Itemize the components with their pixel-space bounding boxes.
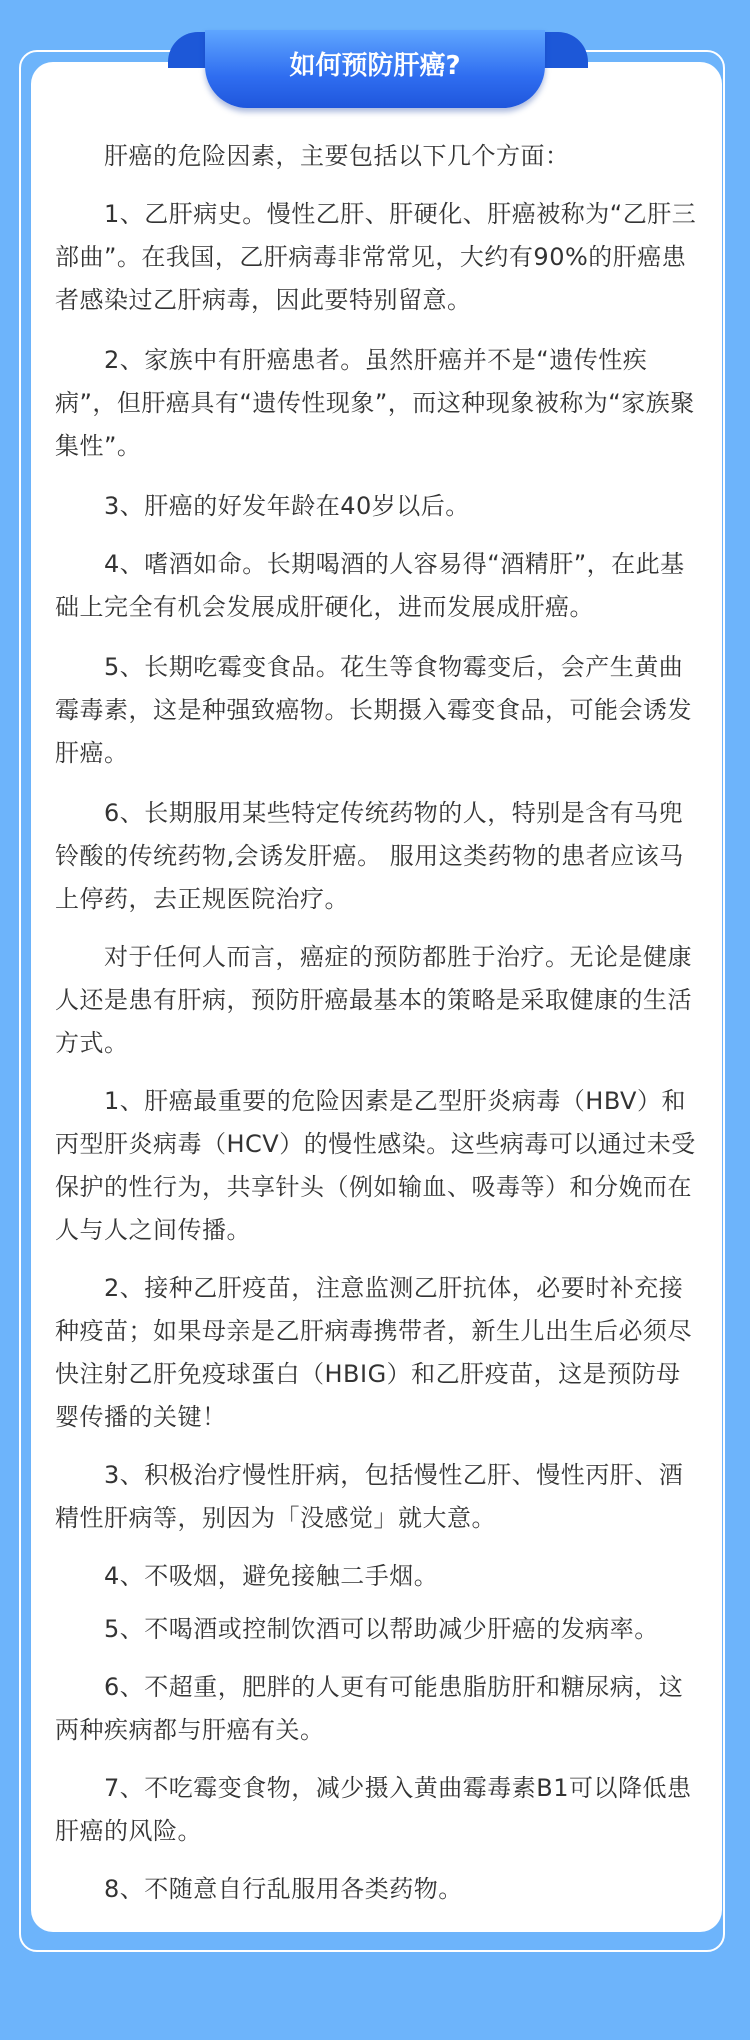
risk-factor-6: 6、长期服用某些特定传统药物的人，特别是含有马兜铃酸的传统药物,会诱发肝癌。 服用这类药物的患者应该马上停药，去正规医院治疗。 — [55, 799, 684, 913]
risk-factor-5: 5、长期吃霉变食品。花生等食物霉变后，会产生黄曲霉毒素，这是种强致癌物。长期摄入霉变食品，可能会诱发肝癌。 — [55, 653, 692, 767]
prevention-5: 5、不喝酒或控制饮酒可以帮助减少肝癌的发病率。 — [55, 1615, 659, 1643]
risk-factor-2: 2、家族中有肝癌患者。虽然肝癌并不是“遗传性疾病”，但肝癌具有“遗传性现象”，而这种现象被称为“家族聚集性”。 — [55, 346, 695, 460]
prevention-4: 4、不吸烟，避免接触二手烟。 — [55, 1562, 439, 1590]
prevention-8: 8、不随意自行乱服用各类药物。 — [55, 1875, 463, 1903]
prevention-6: 6、不超重，肥胖的人更有可能患脂肪肝和糖尿病，这两种疾病都与肝癌有关。 — [55, 1673, 684, 1744]
prevention-1: 1、肝癌最重要的危险因素是乙型肝炎病毒（HBV）和丙型肝炎病毒（HCV）的慢性感染。这些病毒可以通过未受保护的性行为，共享针头（例如输血、吸毒等）和分娩而在人与人之间传播。 — [55, 1087, 696, 1244]
risk-factor-1: 1、乙肝病史。慢性乙肝、肝硬化、肝癌被称为“乙肝三部曲”。在我国，乙肝病毒非常常见，大约有90%的肝癌患者感染过乙肝病毒，因此要特别留意。 — [55, 200, 697, 314]
article-body — [55, 135, 705, 1911]
risk-factor-3: 3、肝癌的好发年龄在40岁以后。 — [55, 492, 470, 520]
prevention-7: 7、不吃霉变食物，减少摄入黄曲霉毒素B1可以降低患肝癌的风险。 — [55, 1774, 692, 1845]
prevention-2: 2、接种乙肝疫苗，注意监测乙肝抗体，必要时补充接种疫苗；如果母亲是乙肝病毒携带者，新生儿出生后必须尽快注射乙肝免疫球蛋白（HBIG）和乙肝疫苗，这是预防母婴传播的关键！ — [55, 1274, 692, 1431]
prevention-intro: 对于任何人而言，癌症的预防都胜于治疗。无论是健康人还是患有肝病，预防肝癌最基本的策略是采取健康的生活方式。 — [55, 943, 692, 1057]
prevention-3: 3、积极治疗慢性肝病，包括慢性乙肝、慢性丙肝、酒精性肝病等，别因为「没感觉」就大意。 — [55, 1461, 684, 1532]
intro-risk-factors: 肝癌的危险因素，主要包括以下几个方面： — [55, 142, 570, 170]
risk-factor-4: 4、嗜酒如命。长期喝酒的人容易得“酒精肝”，在此基础上完全有机会发展成肝硬化，进而发展成肝癌。 — [55, 550, 685, 621]
page-title: 如何预防肝癌? — [289, 51, 461, 81]
